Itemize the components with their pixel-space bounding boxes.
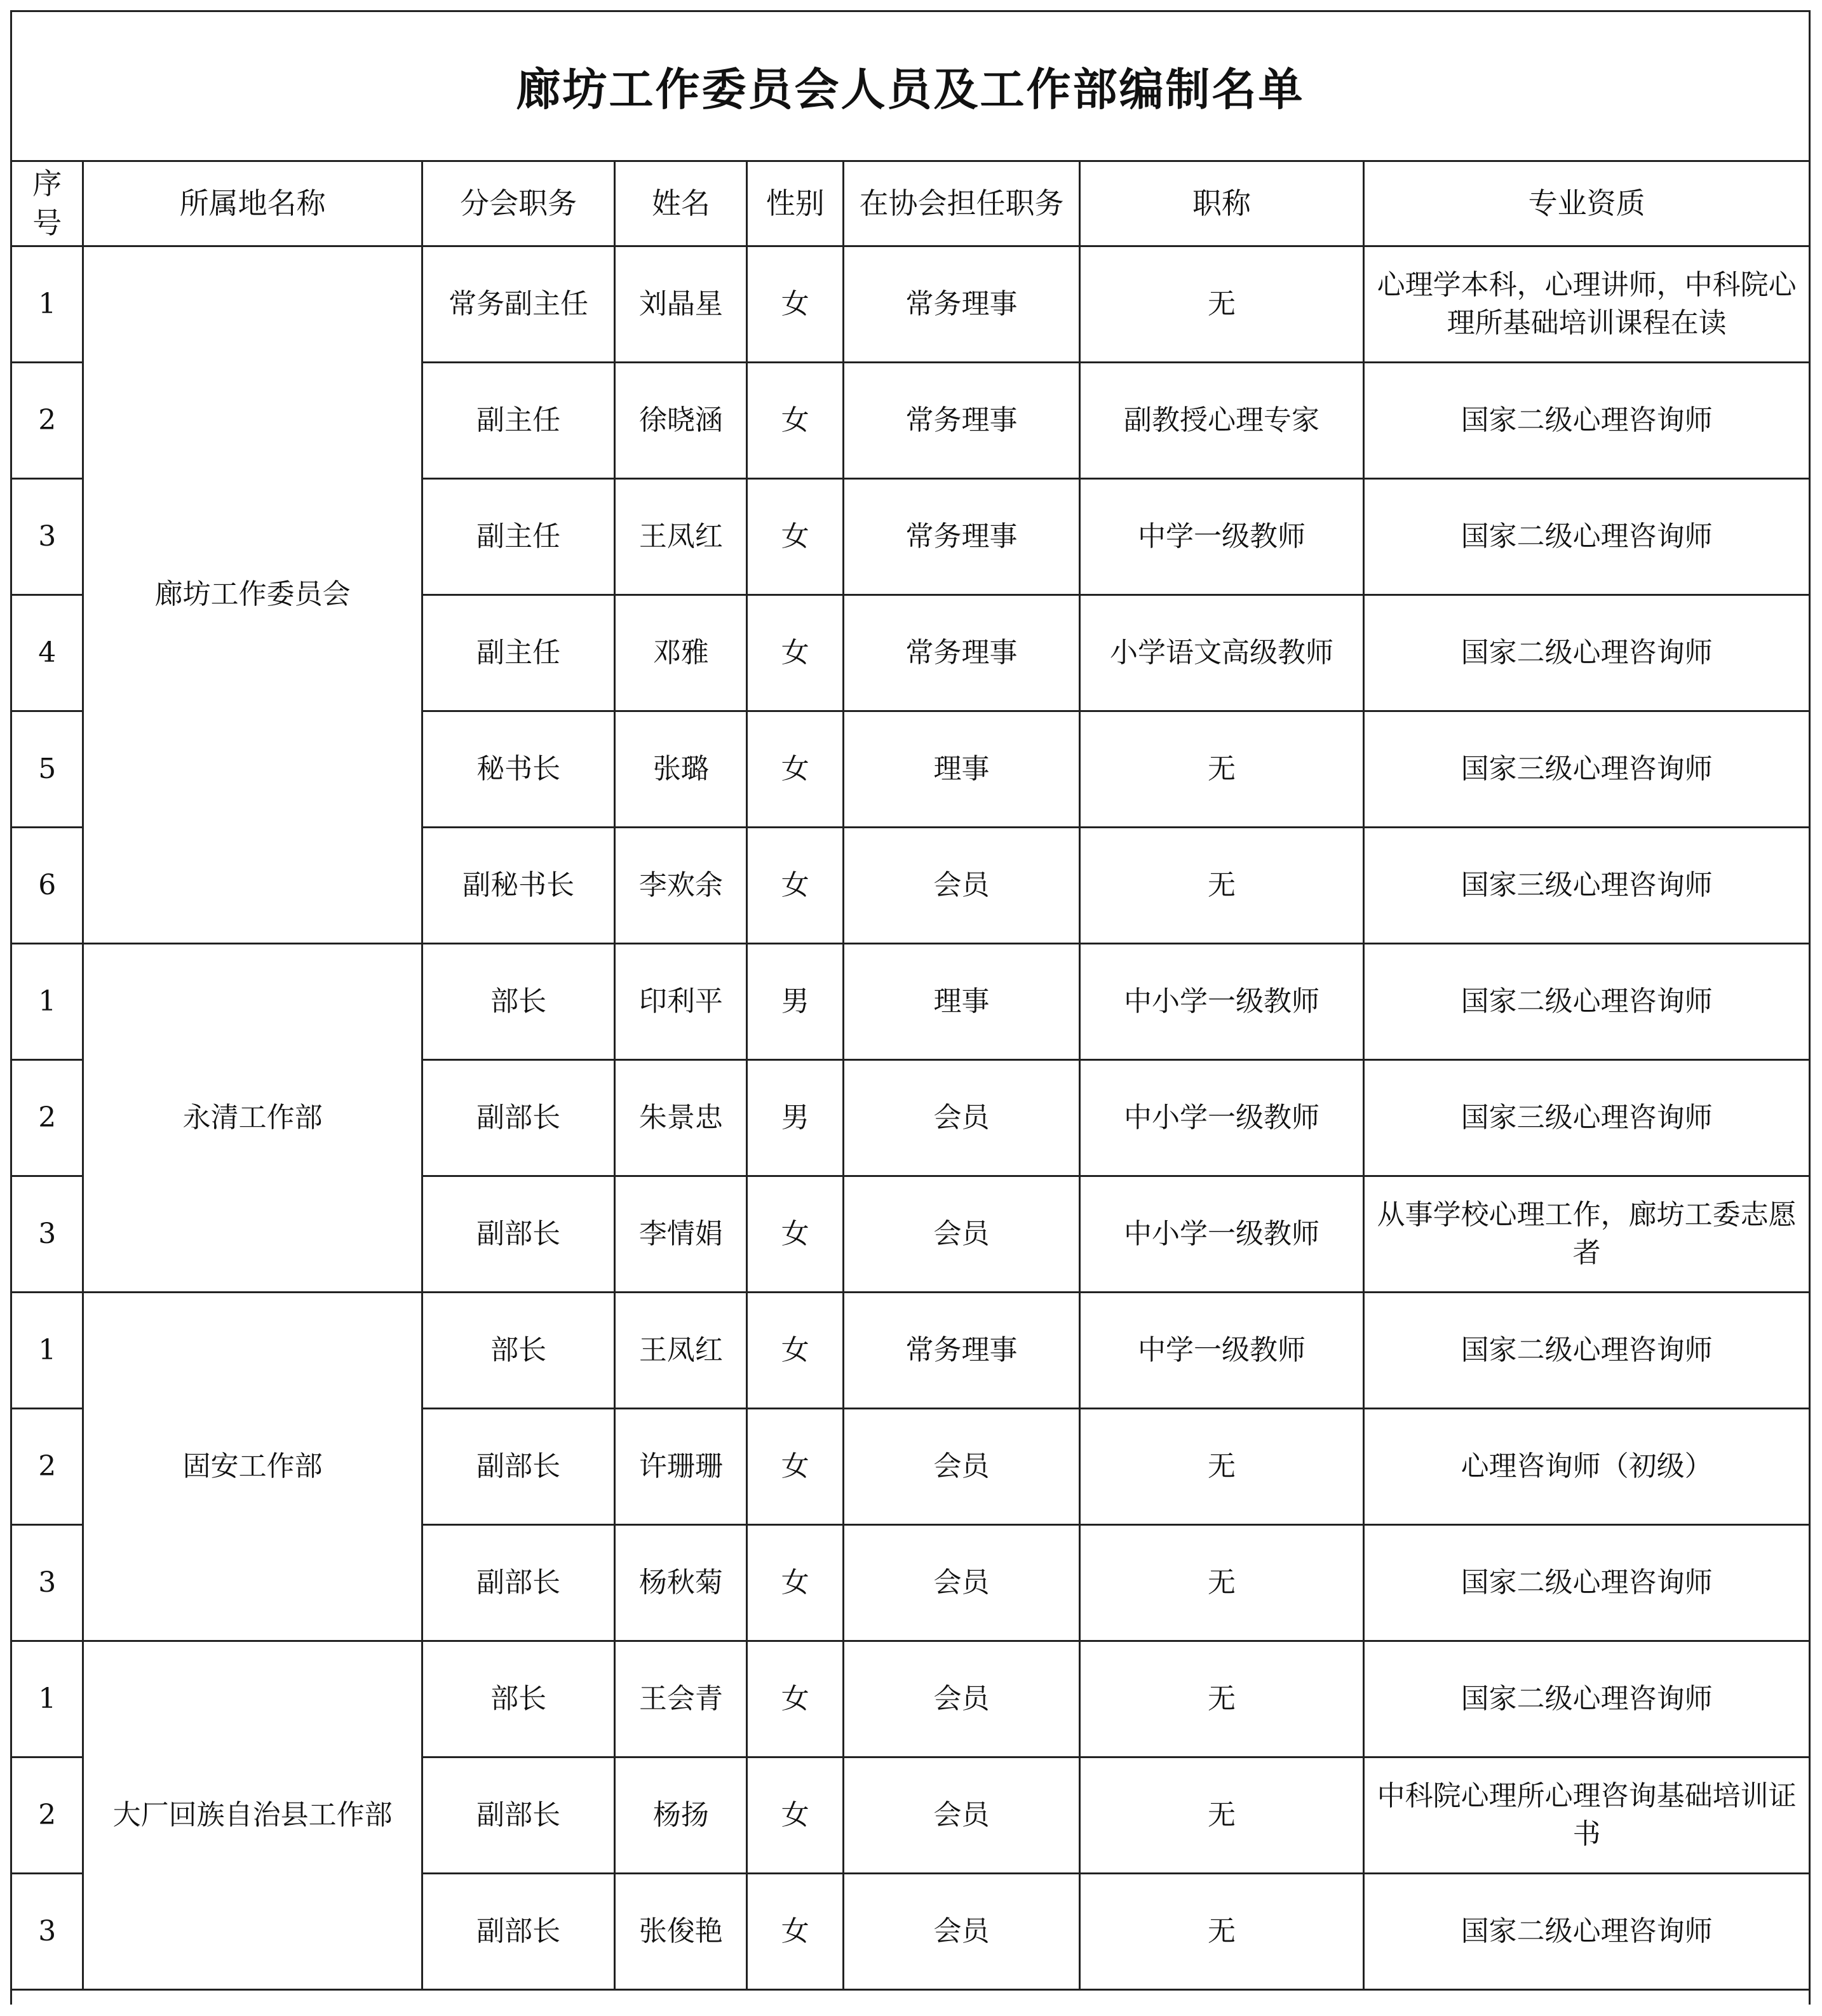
cell-assoc-role: 会员 [844, 1641, 1080, 1757]
header-location: 所属地名称 [83, 162, 422, 246]
header-row [12, 162, 1809, 246]
cell-name: 张璐 [615, 711, 747, 827]
cell-qualification: 国家二级心理咨询师 [1364, 595, 1809, 711]
sheet-title: 廊坊工作委员会人员及工作部编制名单 [12, 12, 1809, 162]
cell-gender: 女 [747, 1292, 844, 1408]
cell-gender: 女 [747, 827, 844, 943]
cell-gender: 男 [747, 943, 844, 1059]
cell-name: 朱景忠 [615, 1059, 747, 1176]
cell-qualification: 国家二级心理咨询师 [1364, 1524, 1809, 1641]
cell-gender: 女 [747, 1641, 844, 1757]
cell-name: 王会青 [615, 1641, 747, 1757]
header-name: 姓名 [615, 162, 747, 246]
cell-seq: 3 [12, 1873, 83, 1989]
cell-seq: 2 [12, 1059, 83, 1176]
cell-title: 无 [1079, 1641, 1363, 1757]
cell-assoc-role: 常务理事 [844, 478, 1080, 595]
cell-assoc-role: 会员 [844, 1524, 1080, 1641]
cell-assoc-role: 会员 [844, 1408, 1080, 1524]
cell-position: 部长 [422, 1641, 615, 1757]
cell-assoc-role: 理事 [844, 711, 1080, 827]
cell-seq: 3 [12, 1524, 83, 1641]
cell-title: 中学一级教师 [1079, 1292, 1363, 1408]
cell-qualification: 国家二级心理咨询师 [1364, 478, 1809, 595]
cell-qualification: 中科院心理所心理咨询基础培训证书 [1364, 1757, 1809, 1873]
cell-location: 永清工作部 [83, 943, 422, 1292]
cell-gender: 女 [747, 1757, 844, 1873]
cell-qualification: 国家二级心理咨询师 [1364, 1873, 1809, 1989]
cell-position: 秘书长 [422, 711, 615, 827]
cell-seq: 6 [12, 827, 83, 943]
cell-title: 无 [1079, 711, 1363, 827]
cell-seq: 4 [12, 595, 83, 711]
cell-title: 小学语文高级教师 [1079, 595, 1363, 711]
cell-location: 固安工作部 [83, 1292, 422, 1641]
cell-assoc-role: 会员 [844, 1757, 1080, 1873]
cell-gender: 男 [747, 1059, 844, 1176]
cell-name: 李欢余 [615, 827, 747, 943]
cell-title: 中小学一级教师 [1079, 943, 1363, 1059]
cell-position: 副部长 [422, 1059, 615, 1176]
header-position: 分会职务 [422, 162, 615, 246]
cell-gender: 女 [747, 478, 844, 595]
cell-title: 无 [1079, 1524, 1363, 1641]
cell-title: 中学一级教师 [1079, 478, 1363, 595]
header-gender: 性别 [747, 162, 844, 246]
cell-assoc-role: 会员 [844, 827, 1080, 943]
table-row [12, 943, 1809, 1059]
cell-title: 无 [1079, 1873, 1363, 1989]
cell-gender: 女 [747, 711, 844, 827]
cell-qualification: 国家二级心理咨询师 [1364, 1292, 1809, 1408]
cell-position: 副秘书长 [422, 827, 615, 943]
header-qualification: 专业资质 [1364, 162, 1809, 246]
cell-name: 张俊艳 [615, 1873, 747, 1989]
cell-title: 无 [1079, 827, 1363, 943]
header-title: 职称 [1079, 162, 1363, 246]
cell-gender: 女 [747, 1408, 844, 1524]
cell-seq: 1 [12, 246, 83, 362]
cell-location: 大厂回族自治县工作部 [83, 1641, 422, 1989]
cell-gender: 女 [747, 1873, 844, 1989]
cell-name: 李情娟 [615, 1176, 747, 1292]
cell-assoc-role: 会员 [844, 1176, 1080, 1292]
cell-position: 副主任 [422, 595, 615, 711]
header-seq: 序号 [12, 162, 83, 246]
cell-gender: 女 [747, 362, 844, 478]
table-row [12, 1292, 1809, 1408]
cell-name: 许珊珊 [615, 1408, 747, 1524]
cell-qualification: 国家二级心理咨询师 [1364, 943, 1809, 1059]
cell-seq: 2 [12, 1757, 83, 1873]
cell-assoc-role: 会员 [844, 1059, 1080, 1176]
table-row [12, 246, 1809, 362]
cell-position: 副主任 [422, 478, 615, 595]
cell-title: 副教授心理专家 [1079, 362, 1363, 478]
cell-qualification: 心理咨询师（初级） [1364, 1408, 1809, 1524]
cell-title: 中小学一级教师 [1079, 1176, 1363, 1292]
cell-name: 王凤红 [615, 1292, 747, 1408]
cell-seq: 3 [12, 478, 83, 595]
cell-name: 杨秋菊 [615, 1524, 747, 1641]
cell-assoc-role: 会员 [844, 1873, 1080, 1989]
cell-location: 廊坊工作委员会 [83, 246, 422, 943]
cell-qualification: 国家二级心理咨询师 [1364, 1641, 1809, 1757]
roster-body [12, 246, 1809, 1989]
header-assoc-role: 在协会担任职务 [844, 162, 1080, 246]
cell-position: 常务副主任 [422, 246, 615, 362]
cell-seq: 5 [12, 711, 83, 827]
cell-qualification: 从事学校心理工作，廊坊工委志愿者 [1364, 1176, 1809, 1292]
cell-position: 副部长 [422, 1408, 615, 1524]
roster-sheet [10, 10, 1811, 2005]
cell-seq: 1 [12, 1641, 83, 1757]
cell-position: 副部长 [422, 1757, 615, 1873]
cell-assoc-role: 理事 [844, 943, 1080, 1059]
cell-position: 副部长 [422, 1176, 615, 1292]
cell-gender: 女 [747, 595, 844, 711]
cell-title: 无 [1079, 1408, 1363, 1524]
cell-qualification: 国家三级心理咨询师 [1364, 827, 1809, 943]
cell-name: 杨扬 [615, 1757, 747, 1873]
cell-qualification: 国家二级心理咨询师 [1364, 362, 1809, 478]
cell-position: 副部长 [422, 1873, 615, 1989]
cell-position: 部长 [422, 943, 615, 1059]
table-row [12, 1641, 1809, 1757]
cell-name: 邓雅 [615, 595, 747, 711]
cell-assoc-role: 常务理事 [844, 595, 1080, 711]
cell-qualification: 心理学本科，心理讲师，中科院心理所基础培训课程在读 [1364, 246, 1809, 362]
cell-position: 部长 [422, 1292, 615, 1408]
roster-table [12, 162, 1809, 1991]
cell-qualification: 国家三级心理咨询师 [1364, 1059, 1809, 1176]
cell-position: 副主任 [422, 362, 615, 478]
cell-name: 印利平 [615, 943, 747, 1059]
cell-name: 徐晓涵 [615, 362, 747, 478]
cell-seq: 1 [12, 1292, 83, 1408]
cell-title: 中小学一级教师 [1079, 1059, 1363, 1176]
cell-qualification: 国家三级心理咨询师 [1364, 711, 1809, 827]
cell-gender: 女 [747, 1176, 844, 1292]
cell-seq: 3 [12, 1176, 83, 1292]
cell-title: 无 [1079, 246, 1363, 362]
cell-gender: 女 [747, 1524, 844, 1641]
cell-gender: 女 [747, 246, 844, 362]
cell-name: 刘晶星 [615, 246, 747, 362]
cell-assoc-role: 常务理事 [844, 246, 1080, 362]
cell-assoc-role: 常务理事 [844, 362, 1080, 478]
cell-name: 王凤红 [615, 478, 747, 595]
cell-seq: 2 [12, 1408, 83, 1524]
cell-title: 无 [1079, 1757, 1363, 1873]
cell-seq: 1 [12, 943, 83, 1059]
cell-assoc-role: 常务理事 [844, 1292, 1080, 1408]
cell-seq: 2 [12, 362, 83, 478]
cell-position: 副部长 [422, 1524, 615, 1641]
